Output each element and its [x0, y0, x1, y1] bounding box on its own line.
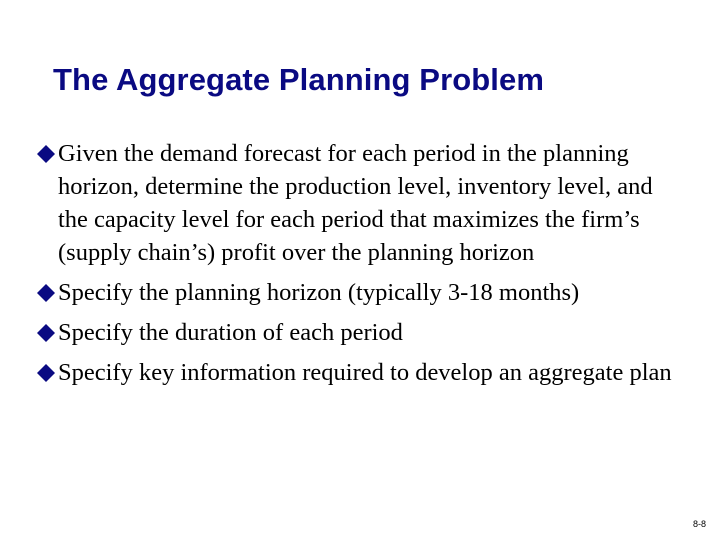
- bullet-text: Specify the planning horizon (typically 3-18 months): [58, 279, 580, 306]
- bullet-item: [36, 356, 686, 389]
- bullet-item: [36, 316, 686, 349]
- bullet-text: Specify the duration of each period: [58, 319, 403, 346]
- bullet-item: [36, 276, 686, 309]
- page-number: 8-8: [692, 519, 706, 529]
- diamond-bullet-icon: [36, 363, 56, 383]
- diamond-bullet-icon: [36, 283, 56, 303]
- diamond-bullet-icon: [36, 323, 56, 343]
- bullet-text: Given the demand forecast for each period in the planning horizon, determine the production level, inventory level, and the capacity level for each period that maximizes the firm’s (supply chain’s) profit over the planning horizon: [58, 140, 653, 266]
- bullet-text: Specify key information required to develop an aggregate plan: [58, 359, 672, 386]
- diamond-bullet-icon: [36, 144, 56, 164]
- bullet-item: [36, 137, 686, 269]
- slide-title: The Aggregate Planning Problem: [53, 62, 545, 97]
- bullet-list: [36, 137, 686, 396]
